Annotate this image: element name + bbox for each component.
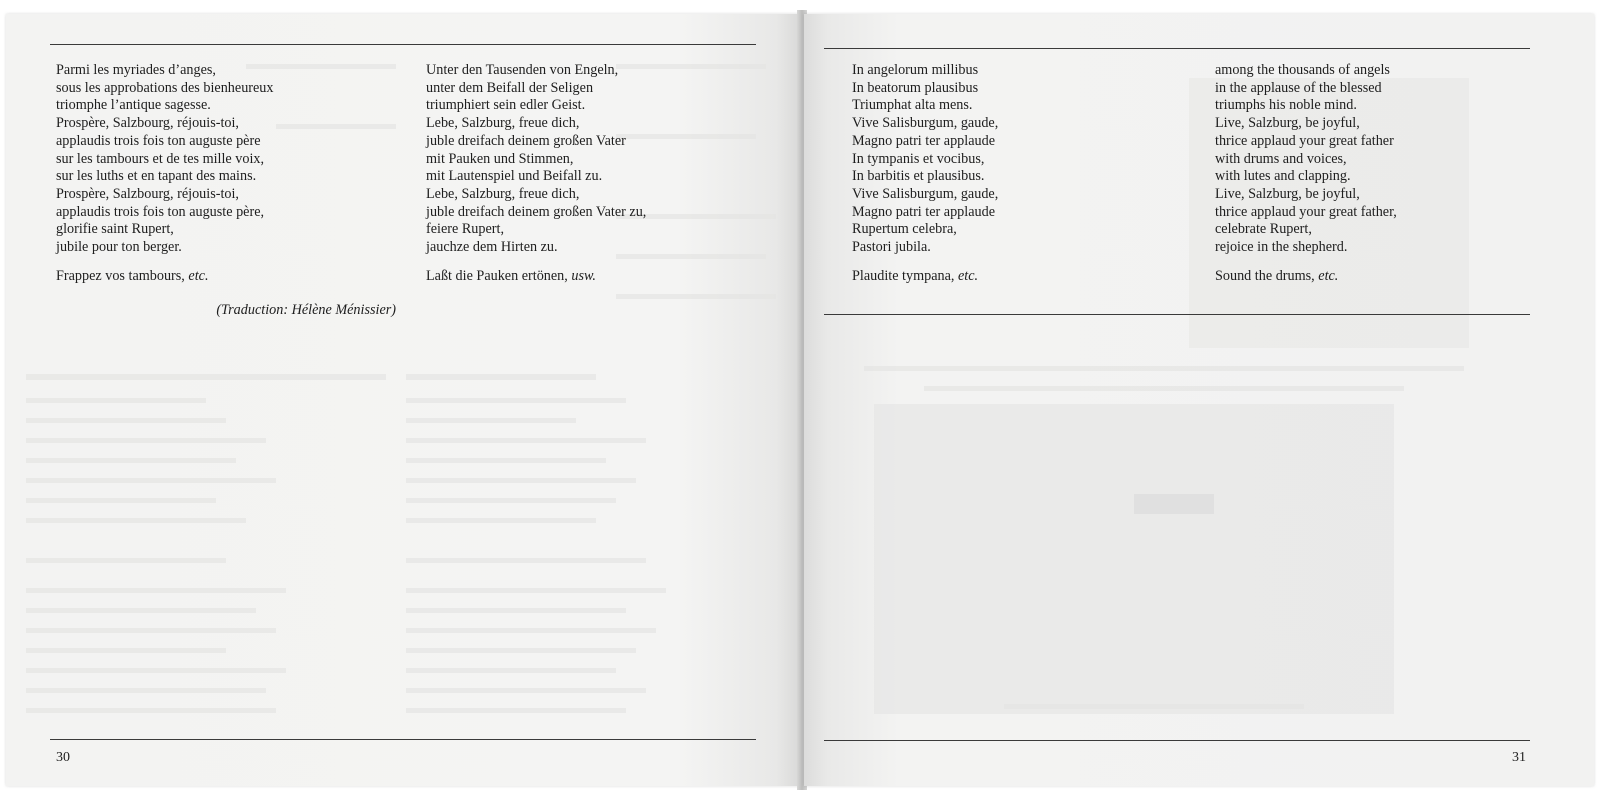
- show-through-block: [1134, 494, 1214, 514]
- show-through-block: [406, 708, 626, 713]
- verse-line: mit Pauken und Stimmen,: [426, 150, 574, 167]
- show-through-block: [26, 668, 286, 673]
- show-through-block: [406, 628, 656, 633]
- show-through-block: [26, 688, 266, 693]
- english-text-column: [1215, 62, 1397, 285]
- verse-line: Prospère, Salzbourg, réjouis-toi,: [56, 115, 239, 132]
- show-through-block: [406, 588, 666, 593]
- verse-line: in the applause of the blessed: [1215, 79, 1382, 96]
- section-rule: [824, 314, 1530, 315]
- verse-line: triumphiert sein edler Geist.: [426, 97, 586, 114]
- verse-line: mit Lautenspiel und Beifall zu.: [426, 168, 603, 185]
- verse-line: Magno patri ter applaude: [852, 132, 996, 149]
- verse-line: Lebe, Salzburg, freue dich,: [426, 185, 580, 202]
- verse-line: Magno patri ter applaude: [852, 203, 996, 220]
- page-number: 30: [56, 750, 70, 765]
- verse-line: triumphs his noble mind.: [1215, 97, 1357, 114]
- verse-line: Prospère, Salzbourg, réjouis-toi,: [56, 185, 239, 202]
- show-through-block: [26, 608, 256, 613]
- show-through-block: [924, 386, 1404, 391]
- footer-rule: [50, 739, 756, 740]
- french-text-column: [56, 62, 274, 285]
- verse-line: Vive Salisburgum, gaude,: [852, 115, 999, 132]
- verse-line: Vive Salisburgum, gaude,: [852, 185, 999, 202]
- show-through-block: [26, 398, 206, 403]
- verse-line: feiere Rupert,: [426, 221, 504, 238]
- refrain-etc: usw.: [571, 267, 596, 284]
- show-through-block: [616, 294, 776, 299]
- show-through-block: [406, 458, 606, 463]
- verse-line: applaudis trois fois ton auguste père,: [56, 203, 265, 220]
- verse-line: applaudis trois fois ton auguste père: [56, 132, 261, 149]
- show-through-block: [26, 458, 236, 463]
- translation-credit: (Traduction: Hélène Ménissier): [216, 302, 396, 318]
- verse-line: Lebe, Salzburg, freue dich,: [426, 115, 580, 132]
- show-through-block: [26, 478, 276, 483]
- show-through-block: [406, 668, 616, 673]
- show-through-block: [26, 648, 226, 653]
- show-through-block: [406, 498, 616, 503]
- show-through-block: [406, 374, 596, 380]
- verse-line: with lutes and clapping.: [1215, 168, 1351, 185]
- latin-text-column: [852, 62, 998, 285]
- header-rule: [50, 44, 756, 45]
- show-through-block: [864, 366, 1464, 371]
- header-rule: [824, 48, 1530, 49]
- translation-credit-block: [56, 302, 396, 320]
- refrain-text: Laßt die Pauken ertönen,: [426, 267, 572, 284]
- verse-line: In angelorum millibus: [852, 62, 979, 78]
- show-through-block: [26, 558, 226, 563]
- german-text-column: [426, 62, 646, 285]
- show-through-block: [26, 708, 276, 713]
- show-through-block: [406, 478, 636, 483]
- page-number: 31: [1512, 750, 1526, 765]
- verse-line: Rupertum celebra,: [852, 221, 957, 238]
- verse-line: celebrate Rupert,: [1215, 221, 1312, 238]
- verse-line: unter dem Beifall der Seligen: [426, 79, 594, 96]
- show-through-block: [26, 438, 266, 443]
- show-through-block: [406, 648, 636, 653]
- show-through-block: [26, 628, 276, 633]
- refrain-etc: etc.: [958, 267, 979, 284]
- refrain-line: [426, 268, 646, 286]
- verse-line: glorifie saint Rupert,: [56, 221, 174, 238]
- refrain-line: [852, 268, 998, 286]
- refrain-text: Sound the drums,: [1215, 267, 1319, 284]
- verse-line: jubile pour ton berger.: [56, 239, 182, 256]
- right-page: [804, 14, 1594, 786]
- refrain-text: Plaudite tympana,: [852, 267, 958, 284]
- refrain-etc: etc.: [188, 267, 209, 284]
- verse-line: with drums and voices,: [1215, 150, 1347, 167]
- verse-line: jauchze dem Hirten zu.: [426, 239, 558, 256]
- verse-line: In beatorum plausibus: [852, 79, 979, 96]
- verse-line: sur les luths et en tapant des mains.: [56, 168, 257, 185]
- verse-line: Parmi les myriades d’anges,: [56, 62, 216, 78]
- show-through-block: [26, 418, 226, 423]
- show-through-block: [406, 418, 576, 423]
- refrain-line: [56, 268, 274, 286]
- verse-line: In tympanis et vocibus,: [852, 150, 985, 167]
- verse-line: thrice applaud your great father: [1215, 132, 1394, 149]
- show-through-block: [26, 498, 216, 503]
- show-through-block: [1004, 704, 1304, 709]
- verse-line: Live, Salzburg, be joyful,: [1215, 115, 1360, 132]
- left-page: [6, 14, 800, 786]
- show-through-block: [26, 518, 246, 523]
- show-through-block: [406, 688, 646, 693]
- refrain-line: [1215, 268, 1397, 286]
- verse-line: thrice applaud your great father,: [1215, 203, 1397, 220]
- verse-line: rejoice in the shepherd.: [1215, 239, 1348, 256]
- verse-line: sur les tambours et de tes mille voix,: [56, 150, 265, 167]
- show-through-image: [874, 404, 1394, 714]
- show-through-block: [406, 398, 626, 403]
- show-through-block: [406, 438, 646, 443]
- verse-line: juble dreifach deinem großen Vater: [426, 132, 626, 149]
- verse-line: Pastori jubila.: [852, 239, 931, 256]
- refrain-text: Frappez vos tambours,: [56, 267, 189, 284]
- refrain-etc: etc.: [1318, 267, 1339, 284]
- show-through-block: [406, 608, 626, 613]
- verse-line: Triumphat alta mens.: [852, 97, 973, 114]
- verse-line: among the thousands of angels: [1215, 62, 1390, 78]
- show-through-block: [276, 124, 396, 129]
- verse-line: Unter den Tausenden von Engeln,: [426, 62, 619, 78]
- show-through-block: [26, 374, 386, 380]
- show-through-block: [406, 558, 646, 563]
- verse-line: triomphe l’antique sagesse.: [56, 97, 211, 114]
- show-through-block: [406, 518, 596, 523]
- verse-line: Live, Salzburg, be joyful,: [1215, 185, 1360, 202]
- footer-rule: [824, 740, 1530, 741]
- show-through-block: [26, 588, 286, 593]
- verse-line: In barbitis et plausibus.: [852, 168, 985, 185]
- verse-line: juble dreifach deinem großen Vater zu,: [426, 203, 647, 220]
- verse-line: sous les approbations des bienheureux: [56, 79, 274, 96]
